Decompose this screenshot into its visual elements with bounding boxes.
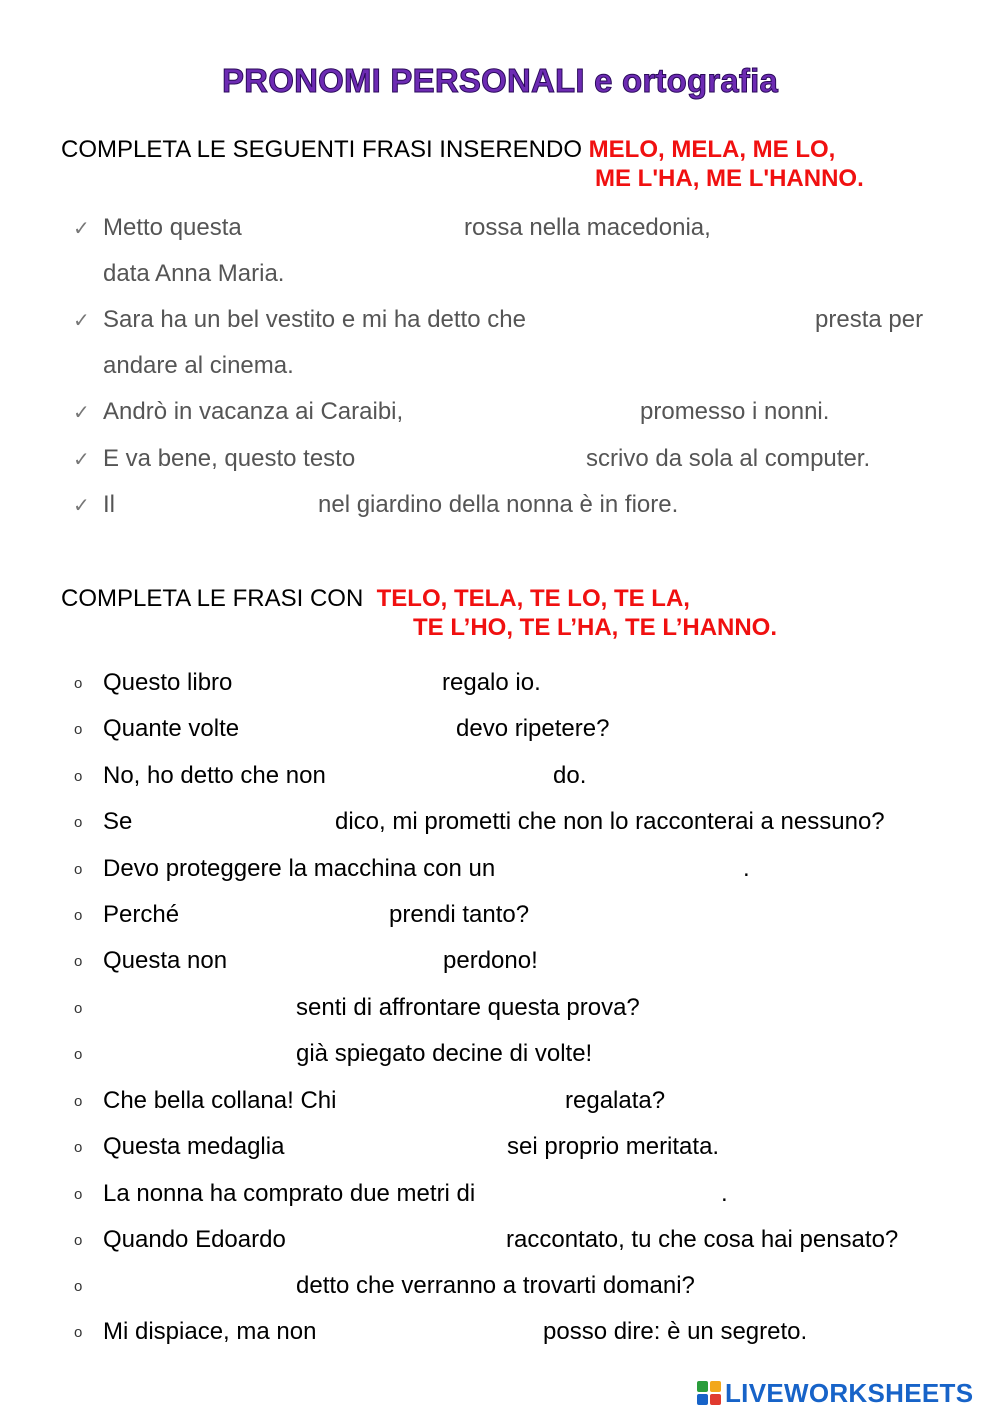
sentence-after: prendi tanto? (389, 901, 530, 928)
list-item (0, 443, 1000, 483)
list-item (0, 1038, 1000, 1078)
section1-options-line1: MELO, MELA, ME LO, (588, 136, 836, 163)
sentence-before: Sara ha un bel vestito e mi ha detto che (103, 306, 526, 333)
answer-input[interactable] (266, 713, 448, 743)
circle-bullet-icon: o (74, 953, 83, 970)
circle-bullet-icon: o (74, 1046, 83, 1063)
check-icon: ✓ (73, 310, 90, 332)
sentence-after: regalata? (565, 1087, 666, 1114)
sentence-before: La nonna ha comprato due metri di (103, 1180, 476, 1207)
answer-input[interactable] (395, 443, 578, 473)
sentence-before: Questo libro (103, 669, 233, 696)
answer-input[interactable] (552, 853, 737, 883)
circle-bullet-icon: o (74, 1232, 83, 1249)
list-item (0, 899, 1000, 939)
section1-instruction (61, 134, 835, 165)
answer-input[interactable] (375, 1085, 557, 1115)
circle-bullet-icon: o (74, 907, 83, 924)
sentence-after: devo ripetere? (456, 715, 610, 742)
answer-input[interactable] (146, 806, 326, 836)
sentence-after: sei proprio meritata. (507, 1133, 720, 1160)
sentence-after: posso dire: è un segreto. (543, 1318, 808, 1345)
list-item (0, 489, 1000, 529)
answer-input[interactable] (130, 489, 308, 519)
circle-bullet-icon: o (74, 675, 83, 692)
list-item (0, 806, 1000, 846)
sentence-after: detto che verranno a trovarti domani? (296, 1272, 695, 1299)
sentence-before: Quante volte (103, 715, 240, 742)
circle-bullet-icon: o (74, 721, 83, 738)
answer-input[interactable] (448, 396, 633, 426)
sentence-before: Quando Edoardo (103, 1226, 286, 1253)
circle-bullet-icon: o (74, 814, 83, 831)
answer-input[interactable] (362, 760, 544, 790)
answer-input[interactable] (315, 1224, 497, 1254)
section1-instruction-text: COMPLETA LE SEGUENTI FRASI INSERENDO (61, 136, 589, 163)
sentence-before: Perché (103, 901, 180, 928)
list-item (0, 853, 1000, 893)
list-item (0, 1178, 1000, 1218)
list-item (0, 212, 1000, 252)
list-item (0, 667, 1000, 707)
list-item (0, 396, 1000, 436)
sentence-before: Questa medaglia (103, 1133, 285, 1160)
answer-input[interactable] (258, 667, 433, 697)
answer-input[interactable] (316, 1131, 498, 1161)
circle-bullet-icon: o (74, 1278, 83, 1295)
list-item (0, 1085, 1000, 1125)
circle-bullet-icon: o (74, 1324, 83, 1341)
answer-input[interactable] (252, 945, 434, 975)
list-item (0, 992, 1000, 1032)
circle-bullet-icon: o (74, 1000, 83, 1017)
check-icon: ✓ (73, 495, 90, 517)
answer-input[interactable] (270, 212, 455, 242)
list-item (0, 945, 1000, 985)
sentence-before: Il (103, 491, 115, 518)
answer-input[interactable] (105, 1038, 287, 1068)
section2-options-line2: TE L’HO, TE L’HA, TE L’HANNO. (413, 614, 778, 641)
sentence-before: Se (103, 808, 133, 835)
brand-name: LIVEWORKSHEETS (725, 1377, 974, 1408)
sentence-after: . (743, 855, 750, 882)
list-item (0, 760, 1000, 800)
sentence-continuation: data Anna Maria. (103, 260, 285, 287)
circle-bullet-icon: o (74, 768, 83, 785)
check-icon: ✓ (73, 402, 90, 424)
sentence-before: No, ho detto che non (103, 762, 326, 789)
answer-input[interactable] (530, 1178, 715, 1208)
sentence-after: regalo io. (442, 669, 541, 696)
list-item-continuation (0, 258, 1000, 298)
sentence-after: presta per (815, 306, 924, 333)
liveworksheets-logo[interactable] (697, 1376, 973, 1410)
sentence-before: Devo proteggere la macchina con un (103, 855, 496, 882)
sentence-before: Questa non (103, 947, 228, 974)
list-item (0, 1224, 1000, 1264)
sentence-after: già spiegato decine di volte! (296, 1040, 593, 1067)
sentence-after: dico, mi prometti che non lo racconterai a nessuno? (335, 808, 885, 835)
circle-bullet-icon: o (74, 1186, 83, 1203)
list-item (0, 1131, 1000, 1171)
check-icon: ✓ (73, 218, 90, 240)
sentence-before: Che bella collana! Chi (103, 1087, 337, 1114)
circle-bullet-icon: o (74, 861, 83, 878)
sentence-after: senti di affrontare questa prova? (296, 994, 640, 1021)
list-item (0, 713, 1000, 753)
answer-input[interactable] (105, 992, 287, 1022)
sentence-after: nel giardino della nonna è in fiore. (318, 491, 679, 518)
page-title: PRONOMI PERSONALI e ortografia (221, 62, 779, 99)
sentence-before: Metto questa (103, 214, 242, 241)
sentence-after: promesso i nonni. (640, 398, 830, 425)
check-icon: ✓ (73, 449, 90, 471)
liveworksheets-logo-icon (697, 1381, 721, 1405)
sentence-after: do. (553, 762, 587, 789)
list-item (0, 1270, 1000, 1310)
sentence-continuation: andare al cinema. (103, 352, 294, 379)
section2-options-line1: TELO, TELA, TE LO, TE LA, (376, 585, 690, 612)
list-item (0, 304, 1000, 344)
section2-instruction (61, 583, 690, 614)
sentence-after: rossa nella macedonia, (464, 214, 711, 241)
answer-input[interactable] (610, 304, 805, 334)
answer-input[interactable] (198, 899, 380, 929)
list-item-continuation (0, 350, 1000, 390)
section1-options-line2: ME L'HA, ME L'HANNO. (595, 165, 864, 192)
sentence-before: Andrò in vacanza ai Caraibi, (103, 398, 404, 425)
answer-input[interactable] (350, 1316, 534, 1346)
sentence-after: . (721, 1180, 728, 1207)
answer-input[interactable] (105, 1270, 287, 1300)
sentence-after: scrivo da sola al computer. (586, 445, 871, 472)
list-item (0, 1316, 1000, 1356)
circle-bullet-icon: o (74, 1093, 83, 1110)
sentence-before: Mi dispiace, ma non (103, 1318, 317, 1345)
circle-bullet-icon: o (74, 1139, 83, 1156)
section2-instruction-text: COMPLETA LE FRASI CON (61, 585, 370, 612)
sentence-after: perdono! (443, 947, 538, 974)
sentence-before: E va bene, questo testo (103, 445, 356, 472)
sentence-after: raccontato, tu che cosa hai pensato? (506, 1226, 899, 1253)
